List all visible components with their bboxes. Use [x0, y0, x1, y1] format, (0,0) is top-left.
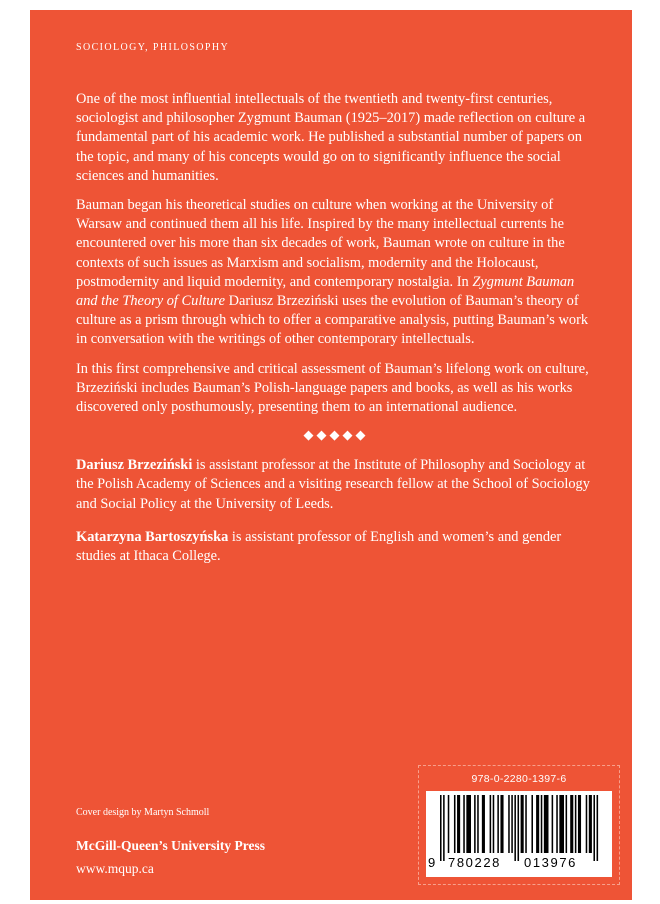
barcode-bar [493, 795, 495, 853]
barcode-bar [566, 795, 568, 853]
barcode-digits [426, 853, 612, 875]
author-name: Dariusz Brzeziński [76, 457, 193, 474]
barcode-bar [586, 795, 588, 853]
barcode-bar [521, 795, 524, 853]
barcode-group-2: 013976 [524, 855, 577, 870]
barcode-bar [541, 795, 543, 853]
barcode-bar [544, 795, 549, 853]
barcode-bar [518, 795, 520, 861]
blurb-paragraph-2-end: Dariusz Brzeziński uses the evolution of Bauman’s theory of culture as a prism through which to offer a comparative analysis, putting Bauman’s work in conversation with the writings of other contemporary intellectuals. [76, 293, 589, 348]
barcode-bar [593, 795, 595, 861]
barcode-bar [443, 795, 445, 861]
barcode-bar [514, 795, 516, 861]
barcode-bar [552, 795, 554, 853]
barcode-bar [570, 795, 573, 853]
author-bio-text: is assistant professor at the Institute of Philosophy and Sociology at the Polish Academy of Sciences and a visiting research fellow at the School of Sociology and Social Policy at the University of Leeds. [76, 457, 590, 512]
blurb [76, 90, 596, 580]
author-bio [76, 456, 596, 514]
barcode-group-1: 780228 [448, 855, 501, 870]
barcode-bar [500, 795, 503, 853]
blurb-paragraph-3: In this first comprehensive and critical assessment of Bauman’s lifelong work on culture, Brzeziński includes Bauman’s Polish-language papers and books, as well as his works discovered only posthumously, presenting them to an international audience. [76, 360, 589, 416]
barcode-bar [525, 795, 527, 853]
barcode-bar [589, 795, 592, 853]
publisher-name: McGill-Queen’s University Press [76, 838, 265, 853]
barcode-bar [536, 795, 539, 853]
blurb-paragraph-1: One of the most influential intellectuals of the twentieth and twenty-first centuries, sociologist and philosopher Zygmunt Bauman (1925–2017) made reflection on culture a fundamental part of his academic work. He published a substantial number of papers on the topic, and many of his concepts would go on to significantly influence the social sciences and humanities. [76, 91, 586, 184]
barcode-bar [474, 795, 476, 853]
translator-bio-text: is assistant professor of English and women’s and gender studies at Ithaca College. [76, 528, 562, 565]
barcode-bar [531, 795, 533, 853]
barcode-bar [578, 795, 581, 853]
cover-design-credit: Cover design by Martyn Schmoll [76, 807, 210, 818]
barcode-bar [559, 795, 564, 853]
barcode-icon [426, 795, 612, 861]
barcode-panel [426, 791, 612, 877]
barcode-bar [440, 795, 442, 861]
barcode-bar [466, 795, 471, 853]
barcode-bar [457, 795, 460, 853]
category-label: SOCIOLOGY, PHILOSOPHY [76, 42, 230, 53]
translator-bio [76, 528, 596, 566]
barcode-bar [490, 795, 492, 853]
book-back-cover [30, 10, 632, 900]
barcode-bar [597, 795, 599, 861]
blurb-paragraph-2-start: Bauman began his theoretical studies on culture when working at the University of Warsaw and continued them all his life. Inspired by the many intellectual currents he encountered over his more than six decades of work, Bauman wrote on culture in the contexts of such issues as Marxism and socialism, modernity and the Holocaust, postmodernity and liquid modernity, and contemporary nostalgia. In [76, 197, 565, 290]
publisher-website: www.mqup.ca [76, 861, 154, 876]
translator-name: Katarzyna Bartoszyńska [76, 528, 229, 545]
diamond-ornament: ◆◆◆◆◆ [303, 427, 369, 443]
barcode-bar [497, 795, 499, 853]
isbn-number: 978-0-2280-1397-6 [471, 773, 567, 785]
barcode-bar [448, 795, 450, 853]
isbn-box [418, 765, 620, 885]
barcode-bar [482, 795, 485, 853]
barcode-bar [477, 795, 479, 853]
barcode-bar [508, 795, 510, 853]
book-title-italic: Zygmunt Bauman and the Theory of Culture [76, 273, 575, 310]
barcode-lead-digit: 9 [428, 855, 436, 870]
barcode-bar [556, 795, 558, 853]
barcode-bar [463, 795, 465, 853]
barcode-bar [511, 795, 513, 853]
blurb-paragraph-2 [76, 196, 596, 350]
barcode-bar [575, 795, 577, 853]
barcode-bar [454, 795, 456, 853]
